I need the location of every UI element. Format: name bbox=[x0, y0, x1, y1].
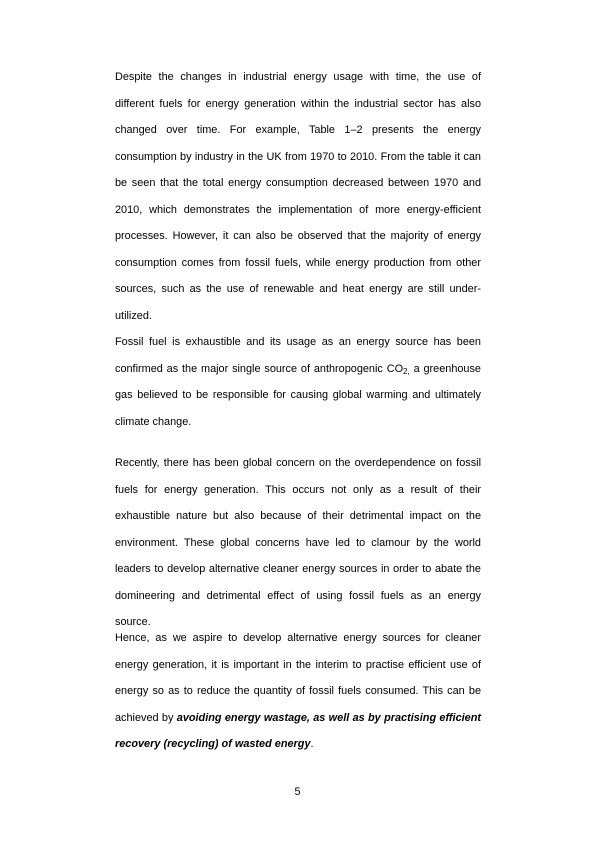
paragraph-text-start: Fossil fuel is exhaustible and its usage as an energy source has been confirmed as the major single source of anthropogenic CO bbox=[115, 336, 481, 375]
paragraph-global-concern bbox=[115, 450, 481, 636]
paragraph-efficient-use bbox=[115, 625, 481, 758]
paragraph-text bbox=[115, 625, 481, 758]
paragraph-text: Recently, there has been global concern on the overdependence on fossil fuels for energy generation. This occurs not only as a result of their exhaustible nature but also because of their detrimental impact on the environment. These global concerns have led to clamour by the world leaders to develop alternative cleaner energy sources in order to abate the domineering and detrimental effect of using fossil fuels as an energy source. bbox=[115, 457, 481, 628]
paragraph-text-start: Hence, as we aspire to develop alternative energy sources for cleaner energy generation, it is important in the interim to practise efficient use of energy so as to reduce the quantity of fossil fuels consumed. This can be achieved by bbox=[115, 632, 481, 724]
paragraph-text-end: a greenhouse gas believed to be responsible for causing global warming and ultimately climate change. bbox=[115, 362, 481, 428]
paragraph-text bbox=[115, 329, 481, 435]
page-number: 5 bbox=[294, 786, 301, 798]
paragraph-fossil-fuel bbox=[115, 329, 481, 435]
paragraph-energy-consumption bbox=[115, 64, 481, 329]
co2-subscript: 2, bbox=[403, 366, 410, 376]
emphasized-text: avoiding energy wastage, as well as by practising efficient recovery (recycling) of wasted energy bbox=[115, 711, 481, 750]
paragraph-text: Despite the changes in industrial energy usage with time, the use of different fuels for energy generation within the industrial sector has also changed over time. For example, Table 1–2 presents the energy consumption by industry in the UK from 1970 to 2010. From the table it can be seen that the total energy consumption decreased between 1970 and 2010, which demonstrates the implementation of more energy-efficient processes. However, it can also be observed that the majority of energy consumption comes from fossil fuels, while energy production from other sources, such as the use of renewable and heat energy are still under-utilized. bbox=[115, 71, 481, 322]
paragraph-text-end: . bbox=[310, 738, 314, 750]
